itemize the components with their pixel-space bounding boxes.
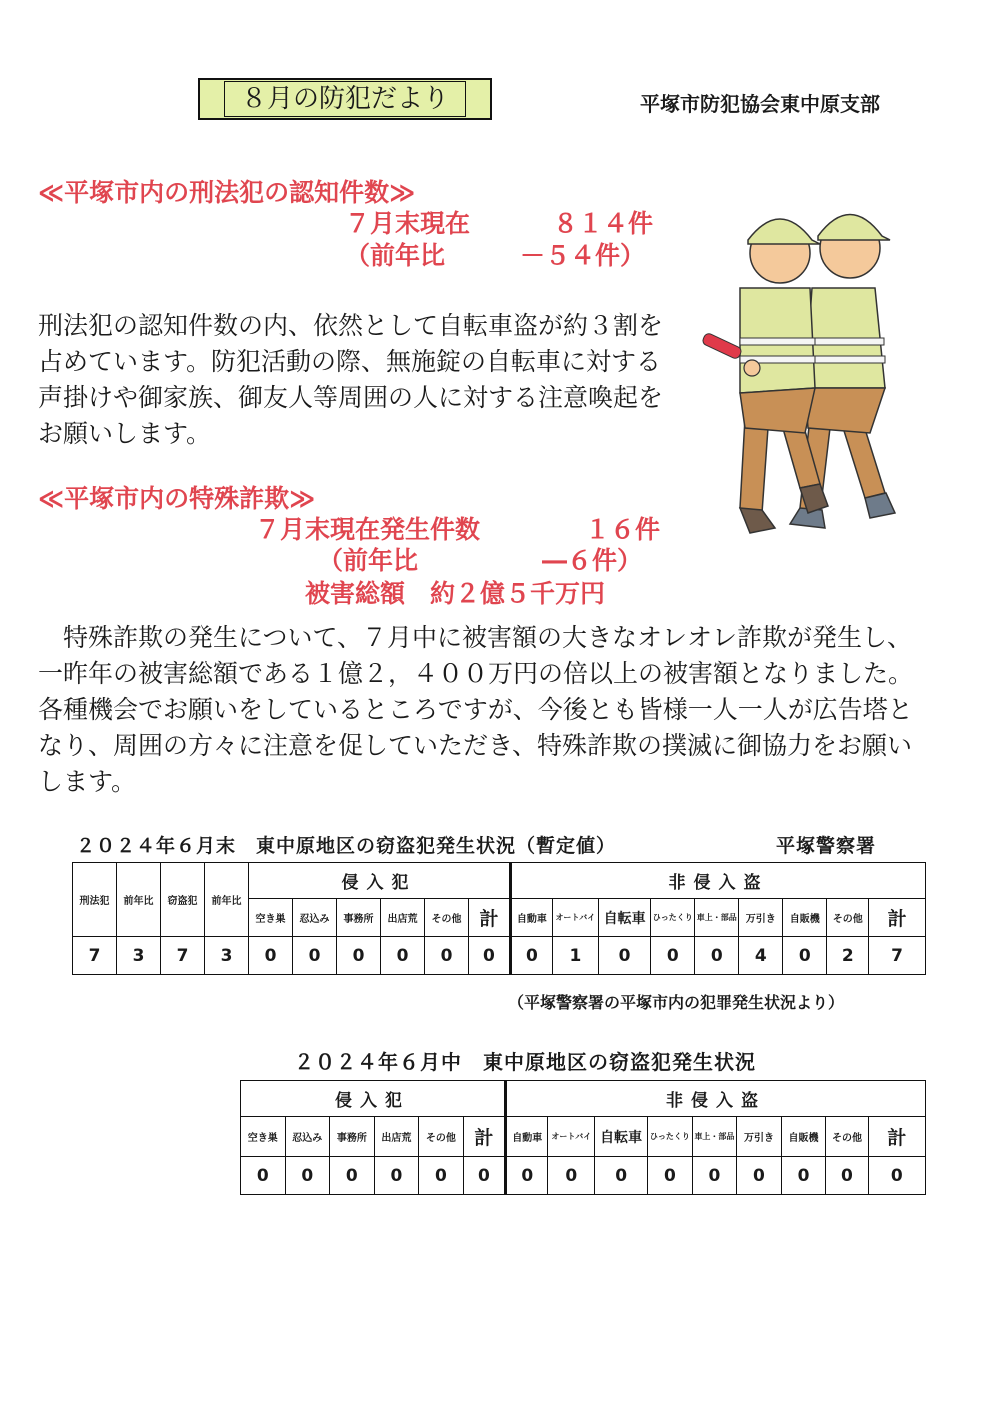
table2-value-cell: 0 <box>648 1157 693 1195</box>
table2-header-cell: 出店荒 <box>374 1117 419 1157</box>
table2-value-cell: 0 <box>506 1157 548 1195</box>
patrol-officers-illustration <box>700 188 900 538</box>
table2-header-cell: 事務所 <box>330 1117 375 1157</box>
section1-line2-label: （前年比 <box>345 241 446 270</box>
table2-value-cell: 0 <box>241 1157 286 1195</box>
table1-value-cell: 7 <box>869 937 926 975</box>
table2-value-cell: 0 <box>285 1157 330 1195</box>
table1-header-cell: オートバイ <box>552 899 598 937</box>
table1-header-cell: その他 <box>425 899 469 937</box>
patrol-person-left-icon <box>701 219 828 533</box>
table2-header-cell: その他 <box>826 1117 868 1157</box>
table1-header-cell: 計 <box>869 899 926 937</box>
section2-line1-label: ７月末現在発生件数 <box>255 515 481 544</box>
table2-header-cell: 自動車 <box>506 1117 548 1157</box>
table1-header-cell: 自販機 <box>783 899 827 937</box>
table1-source: 平塚警察署 <box>776 835 877 857</box>
table2-header-cell: 空き巣 <box>241 1117 286 1157</box>
newsletter-title: ８月の防犯だより <box>224 81 466 117</box>
table1-header-cell: ひったくり <box>651 899 695 937</box>
table1-header-cell: 万引き <box>739 899 783 937</box>
table2-value-cell: 0 <box>374 1157 419 1195</box>
section2-line2-label: （前年比 <box>318 546 419 575</box>
table1-header-cell: 出店荒 <box>381 899 425 937</box>
table1-value-cell: 0 <box>651 937 695 975</box>
table1-header-cell: 事務所 <box>337 899 381 937</box>
table1-value-cell: 0 <box>249 937 293 975</box>
table1-value-cell: 7 <box>161 937 205 975</box>
section2-line2-value: ―６件） <box>542 546 643 575</box>
table2-value-cell: 0 <box>868 1157 925 1195</box>
table2-header-cell: 計 <box>463 1117 505 1157</box>
table2-group-burglary: 侵入犯 <box>241 1081 506 1117</box>
table1-header-cell: 空き巣 <box>249 899 293 937</box>
table2-value-cell: 0 <box>330 1157 375 1195</box>
table1-header-cell: 窃盗犯 <box>161 863 205 937</box>
table2-value-cell: 0 <box>692 1157 737 1195</box>
organization-name: 平塚市防犯協会東中原支部 <box>640 92 880 116</box>
section2-damage-total: 被害総額 約２億５千万円 <box>305 579 606 608</box>
table2-value-cell: 0 <box>737 1157 782 1195</box>
table1-value-cell: 0 <box>598 937 650 975</box>
table1-header-cell: 車上・部品 <box>695 899 739 937</box>
table2-header-cell: 万引き <box>737 1117 782 1157</box>
section1-line1-value: ８１４件 <box>553 209 654 238</box>
section2-paragraph: 特殊詐欺の発生について、７月中に被害額の大きなオレオレ詐欺が発生し、一昨年の被害総額である１億２，４００万円の倍以上の被害額となりました。各種機会でお願いをしているところですが、今後とも皆様一人一人が広告塔となり、周囲の方々に注意を促していただき、特殊詐欺の撲滅に御協力をお願いします。 <box>38 623 914 796</box>
table2-header-cell: オートバイ <box>548 1117 595 1157</box>
table1-value-cell: 0 <box>695 937 739 975</box>
table2-value-cell: 0 <box>781 1157 826 1195</box>
table2-header-cell: その他 <box>419 1117 464 1157</box>
table1-header-cell: 自転車 <box>598 899 650 937</box>
section1-paragraph: 刑法犯の認知件数の内、依然として自転車盗が約３割を占めています。防犯活動の際、無施錠の自転車に対する声掛けや御家族、御友人等周囲の人に対する注意喚起をお願いします。 <box>38 311 664 448</box>
table1-header-cell: 前年比 <box>117 863 161 937</box>
table2-header-cell: 自販機 <box>781 1117 826 1157</box>
table2-title: ２０２４年６月中 東中原地区の窃盗犯発生状況 <box>294 1050 756 1074</box>
table1-value-cell: 3 <box>117 937 161 975</box>
table1-value-cell: 3 <box>205 937 249 975</box>
table2-header-cell: ひったくり <box>648 1117 693 1157</box>
table1-header-cell: 刑法犯 <box>73 863 117 937</box>
section1-line2-value: －５４件） <box>520 241 646 270</box>
table2-value-cell: 0 <box>595 1157 648 1195</box>
table2-header-cell: 自転車 <box>595 1117 648 1157</box>
table1-header-cell: その他 <box>827 899 869 937</box>
table2-header-cell: 計 <box>868 1117 925 1157</box>
table2-group-non-burglary: 非侵入盗 <box>506 1081 926 1117</box>
theft-status-table-during-june <box>240 1080 926 1195</box>
table1-value-cell: 0 <box>293 937 337 975</box>
table1-value-cell: 0 <box>425 937 469 975</box>
table1-group-non-burglary: 非侵入盗 <box>510 863 925 899</box>
table2-header-cell: 車上・部品 <box>692 1117 737 1157</box>
table1-value-cell: 0 <box>510 937 552 975</box>
section2-heading: ≪平塚市内の特殊詐欺≫ <box>38 484 316 513</box>
table1-header-cell: 自動車 <box>510 899 552 937</box>
table1-value-cell: 0 <box>381 937 425 975</box>
table1-value-cell: 0 <box>337 937 381 975</box>
section2-line1-value: １６件 <box>585 515 661 544</box>
table1-header-cell: 前年比 <box>205 863 249 937</box>
table1-header-cell: 忍込み <box>293 899 337 937</box>
table1-value-cell: 7 <box>73 937 117 975</box>
table1-source-note: （平塚警察署の平塚市内の犯罪発生状況より） <box>508 993 845 1012</box>
table1-header-cell: 計 <box>469 899 511 937</box>
table1-value-cell: 0 <box>469 937 511 975</box>
table2-value-cell: 0 <box>548 1157 595 1195</box>
table1-value-cell: 1 <box>552 937 598 975</box>
newsletter-title-box <box>198 78 492 120</box>
table2-value-cell: 0 <box>419 1157 464 1195</box>
table2-header-cell: 忍込み <box>285 1117 330 1157</box>
table1-value-cell: 4 <box>739 937 783 975</box>
table1-group-burglary: 侵入犯 <box>249 863 511 899</box>
table1-value-cell: 0 <box>783 937 827 975</box>
section1-heading: ≪平塚市内の刑法犯の認知件数≫ <box>38 178 416 207</box>
table2-value-cell: 0 <box>826 1157 868 1195</box>
table2-value-cell: 0 <box>463 1157 505 1195</box>
table1-title: ２０２４年６月末 東中原地区の窃盗犯発生状況（暫定値） <box>76 835 617 857</box>
section1-line1-label: ７月末現在 <box>345 209 471 238</box>
table1-value-cell: 2 <box>827 937 869 975</box>
theft-status-table-end-june <box>72 862 926 975</box>
